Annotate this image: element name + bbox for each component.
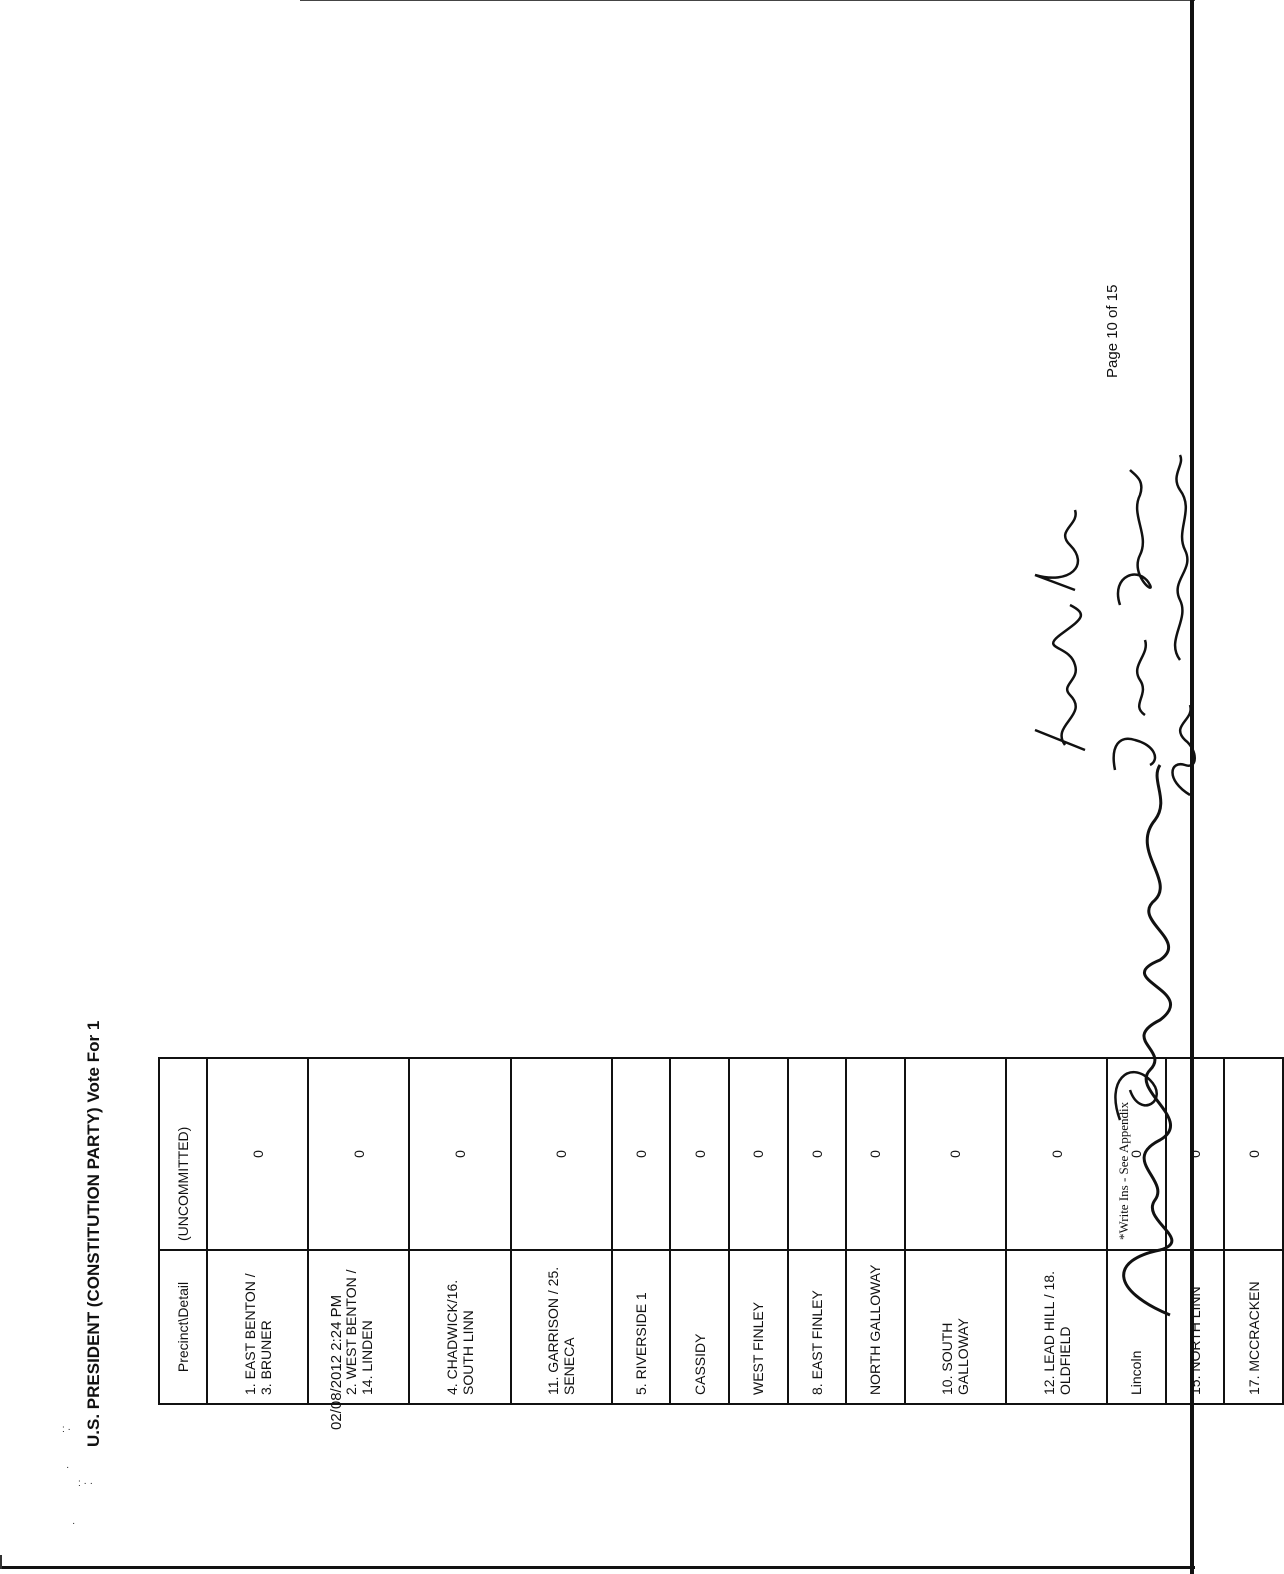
precinct-name-line1: WEST FINLEY	[750, 1301, 767, 1395]
column-header-uncommitted: (UNCOMMITTED)	[159, 1058, 207, 1250]
table-row	[1006, 1058, 1107, 1404]
scan-speck: : ·	[62, 1424, 71, 1435]
scan-speck: ·	[66, 1462, 70, 1473]
uncommitted-vote-count: 0	[511, 1058, 612, 1250]
precinct-cell	[409, 1250, 510, 1404]
table-row	[207, 1058, 308, 1404]
page-number: Page 10 of 15	[1104, 284, 1121, 378]
uncommitted-vote-count: 0	[1166, 1058, 1225, 1250]
signature-2	[1030, 495, 1104, 755]
scan-edge-mark	[0, 1555, 2, 1569]
uncommitted-vote-count: 0	[905, 1058, 1006, 1250]
uncommitted-vote-count: 0	[1006, 1058, 1107, 1250]
scan-speck: : · ·	[78, 1478, 93, 1489]
precinct-name-line1: 8. EAST FINLEY	[808, 1290, 825, 1395]
uncommitted-vote-count: 0	[729, 1058, 788, 1250]
precinct-cell	[207, 1250, 308, 1404]
precinct-name-line2: OLDFIELD	[1056, 1326, 1073, 1395]
uncommitted-vote-count: 0	[670, 1058, 729, 1250]
precinct-cell	[788, 1250, 847, 1404]
precinct-cell	[308, 1250, 409, 1404]
precinct-cell	[670, 1250, 729, 1404]
precinct-name-line2: GALLOWAY	[955, 1317, 972, 1395]
precinct-name-line1: 4. CHADWICK/16.	[444, 1279, 460, 1395]
uncommitted-vote-count: 0	[409, 1058, 510, 1250]
table-row	[905, 1058, 1006, 1404]
table-row	[409, 1058, 510, 1404]
report-timestamp: 02/08/2012 2:24 PM	[328, 1294, 345, 1430]
precinct-name-line1: Lincoln	[1128, 1350, 1145, 1395]
column-header-precinct: Precinct\Detail	[159, 1250, 207, 1404]
uncommitted-vote-count: 0	[612, 1058, 671, 1250]
signature-1	[1100, 760, 1218, 1320]
precinct-name-line1: NORTH GALLOWAY	[867, 1264, 884, 1395]
table-row	[788, 1058, 847, 1404]
precinct-name-line1: 12. LEAD HILL / 18.	[1040, 1271, 1057, 1395]
uncommitted-vote-count: 0	[788, 1058, 847, 1250]
uncommitted-vote-count: 0	[846, 1058, 905, 1250]
precinct-name-line1: 11. GARRISON / 25.	[545, 1266, 562, 1395]
precinct-cell	[1006, 1250, 1107, 1404]
scan-edge-top	[300, 0, 1195, 1]
table-row	[511, 1058, 612, 1404]
scan-speck: ·	[72, 1518, 76, 1529]
table-row	[308, 1058, 409, 1404]
table-row	[729, 1058, 788, 1404]
table-row	[612, 1058, 671, 1404]
uncommitted-vote-count: 0	[1224, 1058, 1283, 1250]
signature-3-image	[1105, 465, 1165, 775]
signature-1-image	[1100, 760, 1200, 1320]
write-in-note: *Write Ins - See Appendix	[1116, 1101, 1131, 1240]
table-row	[670, 1058, 729, 1404]
precinct-name-line2: SENECA	[561, 1337, 578, 1395]
precinct-name-line2: 14. LINDEN	[358, 1320, 375, 1395]
precinct-cell	[729, 1250, 788, 1404]
scan-edge-bottom	[0, 1566, 1195, 1569]
precinct-name-line1: 5. RIVERSIDE 1	[633, 1292, 650, 1395]
precinct-cell	[511, 1250, 612, 1404]
report-title: U.S. PRESIDENT (CONSTITUTION PARTY) Vote For 1	[84, 1020, 103, 1447]
signature-4	[1160, 450, 1204, 800]
precinct-cell	[846, 1250, 905, 1404]
uncommitted-vote-count: 0	[1107, 1058, 1166, 1250]
precinct-name-line1: 17. MCCRACKEN	[1245, 1281, 1262, 1395]
precinct-name-line1: 1. EAST BENTON /	[241, 1273, 258, 1395]
precinct-name-line2: SOUTH LINN	[460, 1310, 476, 1395]
signature-2-image	[1030, 495, 1100, 755]
precinct-name-line1: CASSIDY	[691, 1333, 708, 1395]
precinct-name-line2: 3. BRUNER	[257, 1320, 274, 1395]
precinct-name-line1: 2. WEST BENTON /	[342, 1269, 359, 1395]
precinct-cell	[905, 1250, 1006, 1404]
table-header-row	[159, 1058, 207, 1404]
precinct-cell	[612, 1250, 671, 1404]
precinct-cell	[1224, 1250, 1283, 1404]
signature-4-image	[1160, 450, 1200, 800]
table-row	[1224, 1058, 1283, 1404]
uncommitted-vote-count: 0	[308, 1058, 409, 1250]
table-row	[846, 1058, 905, 1404]
precinct-name-line1: 10. SOUTH	[939, 1322, 956, 1395]
precinct-name-line1: 15. NORTH LINN	[1187, 1286, 1204, 1395]
uncommitted-vote-count: 0	[207, 1058, 308, 1250]
